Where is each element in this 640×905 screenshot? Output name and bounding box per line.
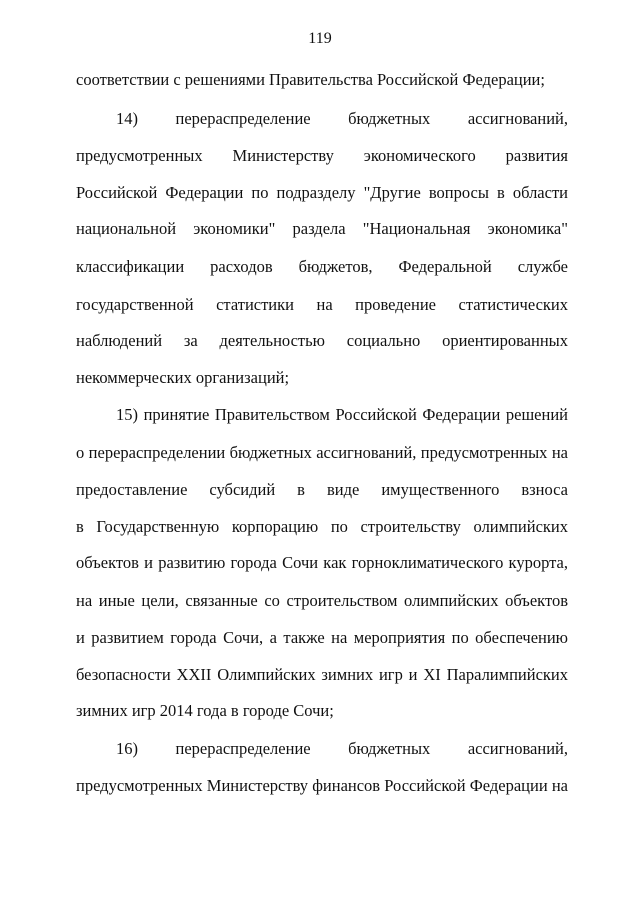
- text-line: о перераспределении бюджетных ассигнований, предусмотренных на: [76, 443, 568, 462]
- text-line: Российской Федерации по подразделу "Другие вопросы в области: [76, 183, 568, 202]
- text-line: соответствии с решениями Правительства Российской Федерации;: [76, 70, 545, 89]
- text-line: национальной экономики" раздела "Национальная экономика": [76, 219, 568, 238]
- text-line: и развитием города Сочи, а также на мероприятия по обеспечению: [76, 628, 568, 647]
- text-line: наблюдений за деятельностью социально ориентированных: [76, 331, 568, 350]
- text-line: зимних игр 2014 года в городе Сочи;: [76, 701, 334, 720]
- text-line: классификации расходов бюджетов, Федеральной службе: [76, 257, 568, 276]
- text-line: объектов и развитию города Сочи как горноклиматического курорта,: [76, 553, 568, 572]
- text-line: 15) принятие Правительством Российской Федерации решений: [116, 405, 568, 424]
- text-line: предусмотренных Министерству экономического развития: [76, 146, 568, 165]
- text-line: на иные цели, связанные со строительством олимпийских объектов: [76, 591, 568, 610]
- text-line: безопасности XXII Олимпийских зимних игр и XI Паралимпийских: [76, 665, 568, 684]
- text-line: предусмотренных Министерству финансов Российской Федерации на: [76, 776, 568, 795]
- text-line: 16) перераспределение бюджетных ассигнований,: [116, 739, 568, 758]
- text-line: в Государственную корпорацию по строительству олимпийских: [76, 517, 568, 536]
- text-line: государственной статистики на проведение статистических: [76, 295, 568, 314]
- text-line: предоставление субсидий в виде имущественного взноса: [76, 480, 568, 499]
- text-line: 14) перераспределение бюджетных ассигнований,: [116, 109, 568, 128]
- text-line: некоммерческих организаций;: [76, 368, 290, 387]
- page-number: 119: [308, 30, 332, 47]
